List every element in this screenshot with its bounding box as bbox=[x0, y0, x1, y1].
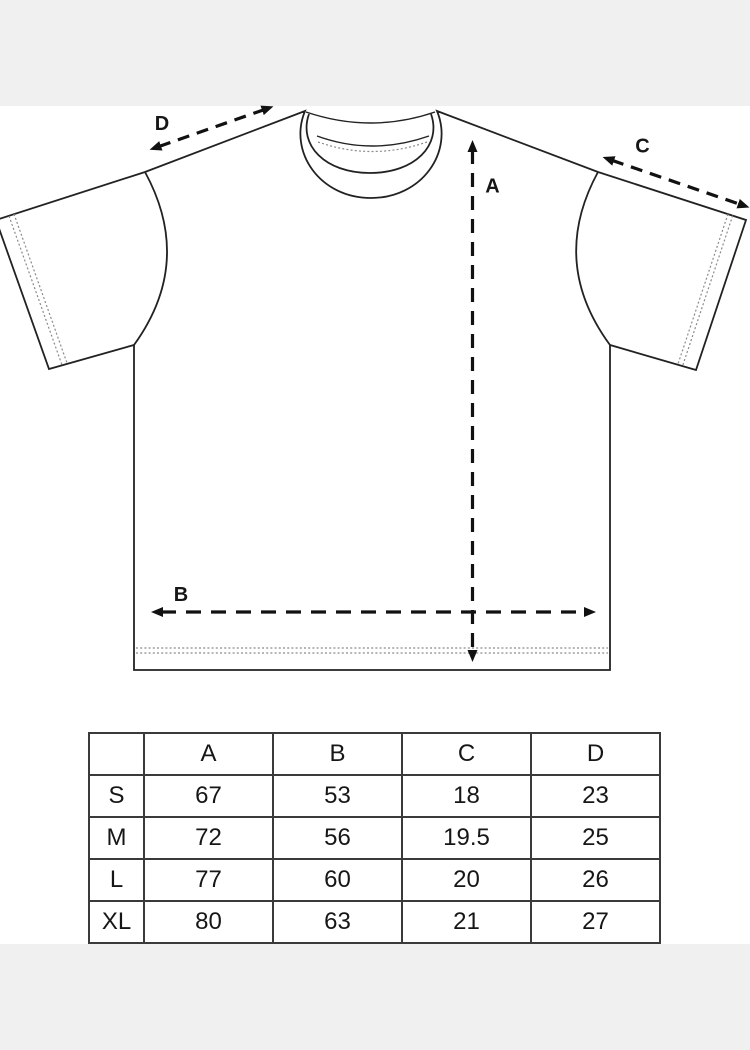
back-neck-line bbox=[306, 112, 435, 123]
measurement-value: 20 bbox=[402, 859, 531, 901]
measurement-label-d: D bbox=[154, 113, 170, 135]
measurement-value: 77 bbox=[144, 859, 273, 901]
size-row-xl bbox=[89, 901, 660, 943]
measurement-value: 63 bbox=[273, 901, 402, 943]
size-row-l bbox=[89, 859, 660, 901]
back-collar-stitch bbox=[318, 142, 427, 152]
size-row-m bbox=[89, 817, 660, 859]
column-header-d: D bbox=[531, 733, 660, 775]
column-header-a: A bbox=[144, 733, 273, 775]
measurement-value: 21 bbox=[402, 901, 531, 943]
measurement-value: 53 bbox=[273, 775, 402, 817]
tshirt-outline bbox=[0, 111, 746, 670]
size-table-header-row bbox=[89, 733, 660, 775]
measurement-label-a: A bbox=[485, 175, 500, 198]
size-label: L bbox=[89, 859, 144, 901]
size-label: XL bbox=[89, 901, 144, 943]
collar-detail bbox=[306, 112, 435, 173]
measurement-value: 25 bbox=[531, 817, 660, 859]
size-chart-table bbox=[88, 732, 661, 944]
measurement-value: 27 bbox=[531, 901, 660, 943]
measurement-label-b: B bbox=[173, 584, 189, 606]
measurement-value: 26 bbox=[531, 859, 660, 901]
measurement-value: 23 bbox=[531, 775, 660, 817]
measurement-value: 19.5 bbox=[402, 817, 531, 859]
measurement-value: 80 bbox=[144, 901, 273, 943]
measurement-value: 60 bbox=[273, 859, 402, 901]
column-header-b: B bbox=[273, 733, 402, 775]
measurement-value: 67 bbox=[144, 775, 273, 817]
corner-header-cell bbox=[89, 733, 144, 775]
size-label: M bbox=[89, 817, 144, 859]
measurement-value: 56 bbox=[273, 817, 402, 859]
measurement-value: 18 bbox=[402, 775, 531, 817]
measurement-label-c: C bbox=[635, 135, 650, 158]
tshirt-silhouette bbox=[0, 111, 746, 670]
back-collar-seam bbox=[317, 136, 429, 146]
measurement-value: 72 bbox=[144, 817, 273, 859]
size-row-s bbox=[89, 775, 660, 817]
column-header-c: C bbox=[402, 733, 531, 775]
size-label: S bbox=[89, 775, 144, 817]
